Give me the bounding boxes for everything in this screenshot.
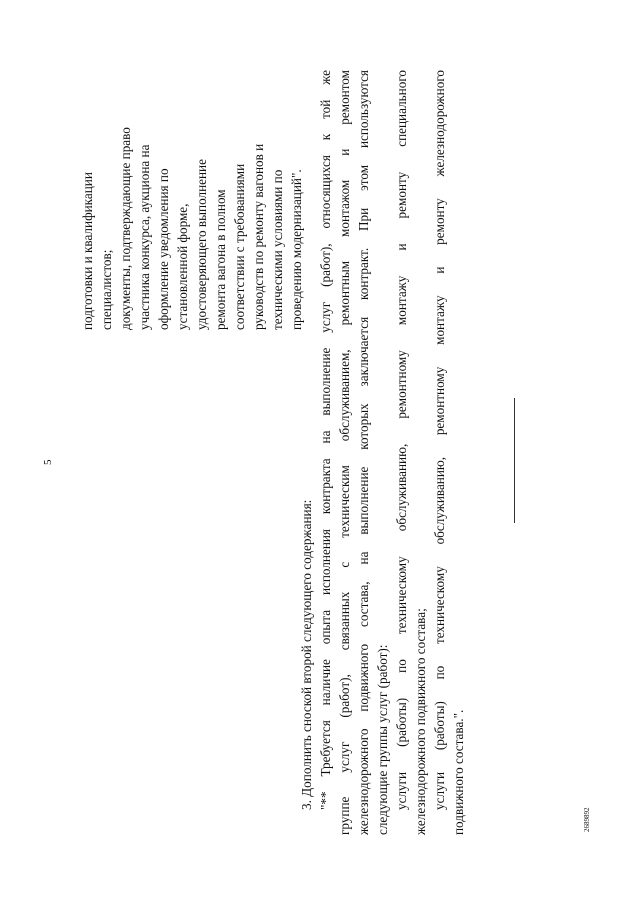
table-cell-line: техническими условиями по	[270, 169, 285, 330]
table-cell-line: документы, подтверждающие право	[118, 127, 133, 330]
amendment-heading: 3. Дополнить сноской второй следующего содержания:	[299, 499, 314, 810]
table-cell-line: оформление уведомления по	[156, 168, 171, 330]
text-line: "** Требуется наличие опыта исполнения контракта на выполнение услуг (работ), относящихся к той же	[318, 70, 333, 810]
table-cell-line: ремонта вагона в полном	[213, 189, 228, 330]
page-number: 5	[42, 459, 54, 465]
amendment-text	[297, 70, 468, 835]
text-line: группе услуг (работ), связанных с техническим обслуживанием, ремонтным монтажом и ремонтом	[337, 70, 352, 835]
table-cell-line: проведению модернизаций".	[289, 169, 304, 330]
table-cell-line: установленной форме,	[175, 203, 190, 330]
table-cell-line: удостоверяющего выполнение	[194, 159, 209, 330]
separator-line	[514, 398, 515, 523]
text-line: железнодорожного подвижного состава, на выполнение которых заключается контракт. При этом используются	[356, 70, 371, 835]
table-cell-requirements	[78, 85, 306, 330]
text-line: следующие группы услуг (работ):	[375, 644, 390, 835]
table-cell-line: руководств по ремонту вагонов и	[251, 143, 266, 330]
text-line: услуги (работы) по техническому обслуживанию, ремонтному монтажу и ремонту специального	[394, 70, 409, 810]
table-cell-line: специалистов;	[99, 249, 114, 330]
table-cell-line: подготовки и квалификации	[80, 172, 95, 330]
text-line: железнодорожного подвижного состава;	[413, 608, 428, 835]
text-line: подвижного состава.".	[451, 709, 466, 835]
text-line: услуги (работы) по техническому обслуживанию, ремонтному монтажу и ремонту железнодорожного	[432, 70, 447, 810]
document-id: 2689892	[583, 807, 591, 832]
table-cell-line: соответствии с требованиями	[232, 163, 247, 330]
table-cell-line: участника конкурса, аукциона на	[137, 144, 152, 330]
